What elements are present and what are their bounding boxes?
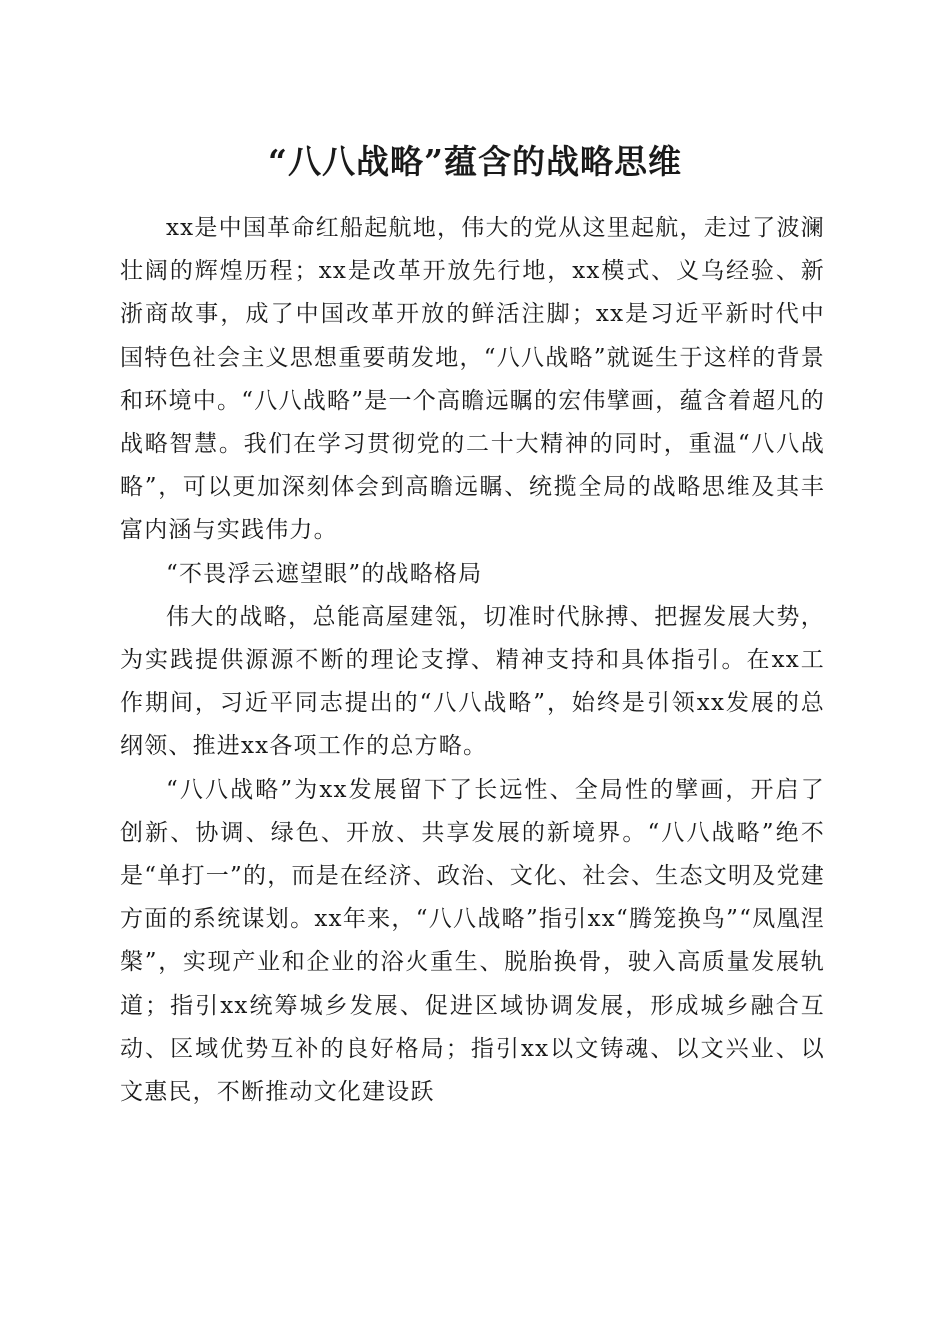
body-paragraph-1: 伟大的战略，总能高屋建瓴，切准时代脉搏、把握发展大势，为实践提供源源不断的理论支撑、精神支持和具体指引。在xx工作期间，习近平同志提出的“八八战略”，始终是引领xx发展的总纲领、推进xx各项工作的总方略。 <box>120 603 825 760</box>
document-body <box>120 207 825 1114</box>
section-heading: “不畏浮云遮望眼”的战略格局 <box>166 560 483 587</box>
intro-paragraph: xx是中国革命红船起航地，伟大的党从这里起航，走过了波澜壮阔的辉煌历程；xx是改革开放先行地，xx模式、义乌经验、新浙商故事，成了中国改革开放的鲜活注脚；xx是习近平新时代中国特色社会主义思想重要萌发地，“八八战略”就诞生于这样的背景和环境中。“八八战略”是一个高瞻远瞩的宏伟擘画，蕴含着超凡的战略智慧。我们在学习贯彻党的二十大精神的同时，重温“八八战略”，可以更加深刻体会到高瞻远瞩、统揽全局的战略思维及其丰富内涵与实践伟力。 <box>120 215 825 544</box>
document-title: “八八战略”蕴含的战略思维 <box>268 142 682 181</box>
body-paragraph-2: “八八战略”为xx发展留下了长远性、全局性的擘画，开启了创新、协调、绿色、开放、共享发展的新境界。“八八战略”绝不是“单打一”的，而是在经济、政治、文化、社会、生态文明及党建方面的系统谋划。xx年来，“八八战略”指引xx“腾笼换鸟”“凤凰涅槃”，实现产业和企业的浴火重生、脱胎换骨，驶入高质量发展轨道；指引xx统筹城乡发展、促进区域协调发展，形成城乡融合互动、区域优势互补的良好格局；指引xx以文铸魂、以文兴业、以文惠民，不断推动文化建设跃 <box>120 776 825 1106</box>
